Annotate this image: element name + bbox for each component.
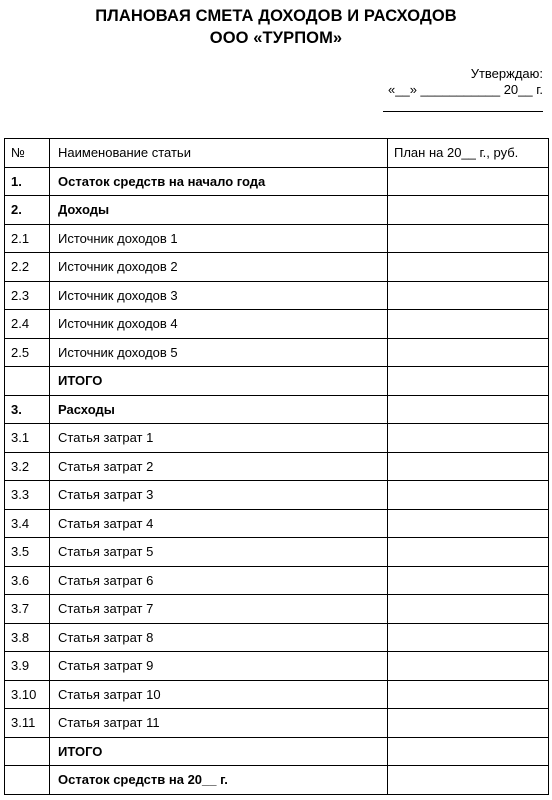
row-number-cell: 3.1: [5, 424, 50, 453]
row-number-cell: 2.5: [5, 338, 50, 367]
row-number-cell: 1.: [5, 167, 50, 196]
row-plan-cell[interactable]: [388, 481, 549, 510]
table-row: [5, 652, 549, 681]
row-plan-cell[interactable]: [388, 566, 549, 595]
table-row: [5, 424, 549, 453]
table-row: [5, 709, 549, 738]
row-plan-cell[interactable]: [388, 338, 549, 367]
row-name-cell: Статья затрат 1: [50, 424, 388, 453]
row-number-cell: 2.1: [5, 224, 50, 253]
table-row: [5, 310, 549, 339]
row-number-cell: [5, 766, 50, 795]
row-name-cell: Статья затрат 2: [50, 452, 388, 481]
row-name-cell: Расходы: [50, 395, 388, 424]
row-plan-cell[interactable]: [388, 424, 549, 453]
row-number-cell: 2.3: [5, 281, 50, 310]
row-number-cell: 3.5: [5, 538, 50, 567]
row-plan-cell[interactable]: [388, 509, 549, 538]
row-number-cell: 3.4: [5, 509, 50, 538]
budget-table: [4, 138, 549, 795]
row-plan-cell[interactable]: [388, 253, 549, 282]
table-row: [5, 623, 549, 652]
table-row: [5, 253, 549, 282]
column-header-plan: План на 20__ г., руб.: [388, 139, 549, 168]
table-row: [5, 452, 549, 481]
row-name-cell: Источник доходов 3: [50, 281, 388, 310]
row-name-cell: Остаток средств на 20__ г.: [50, 766, 388, 795]
row-name-cell: Статья затрат 7: [50, 595, 388, 624]
row-number-cell: 2.4: [5, 310, 50, 339]
row-name-cell: Статья затрат 5: [50, 538, 388, 567]
row-number-cell: 2.: [5, 196, 50, 225]
row-name-cell: Источник доходов 1: [50, 224, 388, 253]
budget-table-body: [5, 167, 549, 794]
table-row: [5, 509, 549, 538]
row-name-cell: Статья затрат 4: [50, 509, 388, 538]
row-name-cell: ИТОГО: [50, 737, 388, 766]
row-name-cell: Доходы: [50, 196, 388, 225]
row-number-cell: 2.2: [5, 253, 50, 282]
row-name-cell: Статья затрат 9: [50, 652, 388, 681]
row-number-cell: 3.8: [5, 623, 50, 652]
title-line-1: ПЛАНОВАЯ СМЕТА ДОХОДОВ И РАСХОДОВ: [95, 7, 457, 25]
row-plan-cell[interactable]: [388, 395, 549, 424]
table-row: [5, 281, 549, 310]
row-name-cell: Статья затрат 6: [50, 566, 388, 595]
table-row: [5, 737, 549, 766]
approval-block: [383, 66, 543, 112]
table-header-row: [5, 139, 549, 168]
table-row: [5, 766, 549, 795]
column-header-number: №: [5, 139, 50, 168]
table-row: [5, 680, 549, 709]
table-row: [5, 367, 549, 396]
row-number-cell: 3.7: [5, 595, 50, 624]
row-plan-cell[interactable]: [388, 367, 549, 396]
approval-label: Утверждаю:: [470, 66, 543, 81]
row-number-cell: [5, 737, 50, 766]
table-row: [5, 395, 549, 424]
row-name-cell: Источник доходов 5: [50, 338, 388, 367]
row-plan-cell[interactable]: [388, 680, 549, 709]
row-plan-cell[interactable]: [388, 196, 549, 225]
row-plan-cell[interactable]: [388, 538, 549, 567]
signature-line: [383, 98, 543, 112]
table-row: [5, 538, 549, 567]
row-plan-cell[interactable]: [388, 310, 549, 339]
row-number-cell: 3.3: [5, 481, 50, 510]
row-name-cell: Статья затрат 3: [50, 481, 388, 510]
row-number-cell: 3.10: [5, 680, 50, 709]
row-plan-cell[interactable]: [388, 766, 549, 795]
table-row: [5, 566, 549, 595]
row-plan-cell[interactable]: [388, 709, 549, 738]
row-plan-cell[interactable]: [388, 737, 549, 766]
title-line-2: ООО «ТУРПОМ»: [209, 29, 343, 47]
approval-date-line: «__» ___________ 20__ г.: [388, 82, 543, 97]
table-row: [5, 338, 549, 367]
table-row: [5, 481, 549, 510]
row-name-cell: Статья затрат 10: [50, 680, 388, 709]
table-row: [5, 595, 549, 624]
row-plan-cell[interactable]: [388, 595, 549, 624]
row-number-cell: 3.9: [5, 652, 50, 681]
row-name-cell: Статья затрат 8: [50, 623, 388, 652]
row-name-cell: Статья затрат 11: [50, 709, 388, 738]
table-row: [5, 224, 549, 253]
row-number-cell: 3.2: [5, 452, 50, 481]
row-name-cell: Источник доходов 2: [50, 253, 388, 282]
row-plan-cell[interactable]: [388, 281, 549, 310]
table-row: [5, 196, 549, 225]
row-number-cell: 3.6: [5, 566, 50, 595]
table-row: [5, 167, 549, 196]
row-plan-cell[interactable]: [388, 224, 549, 253]
row-plan-cell[interactable]: [388, 652, 549, 681]
row-name-cell: Остаток средств на начало года: [50, 167, 388, 196]
row-name-cell: Источник доходов 4: [50, 310, 388, 339]
column-header-name: Наименование статьи: [50, 139, 388, 168]
row-name-cell: ИТОГО: [50, 367, 388, 396]
row-number-cell: 3.: [5, 395, 50, 424]
row-number-cell: [5, 367, 50, 396]
row-plan-cell[interactable]: [388, 167, 549, 196]
row-plan-cell[interactable]: [388, 623, 549, 652]
row-plan-cell[interactable]: [388, 452, 549, 481]
row-number-cell: 3.11: [5, 709, 50, 738]
document-title: [0, 5, 552, 49]
